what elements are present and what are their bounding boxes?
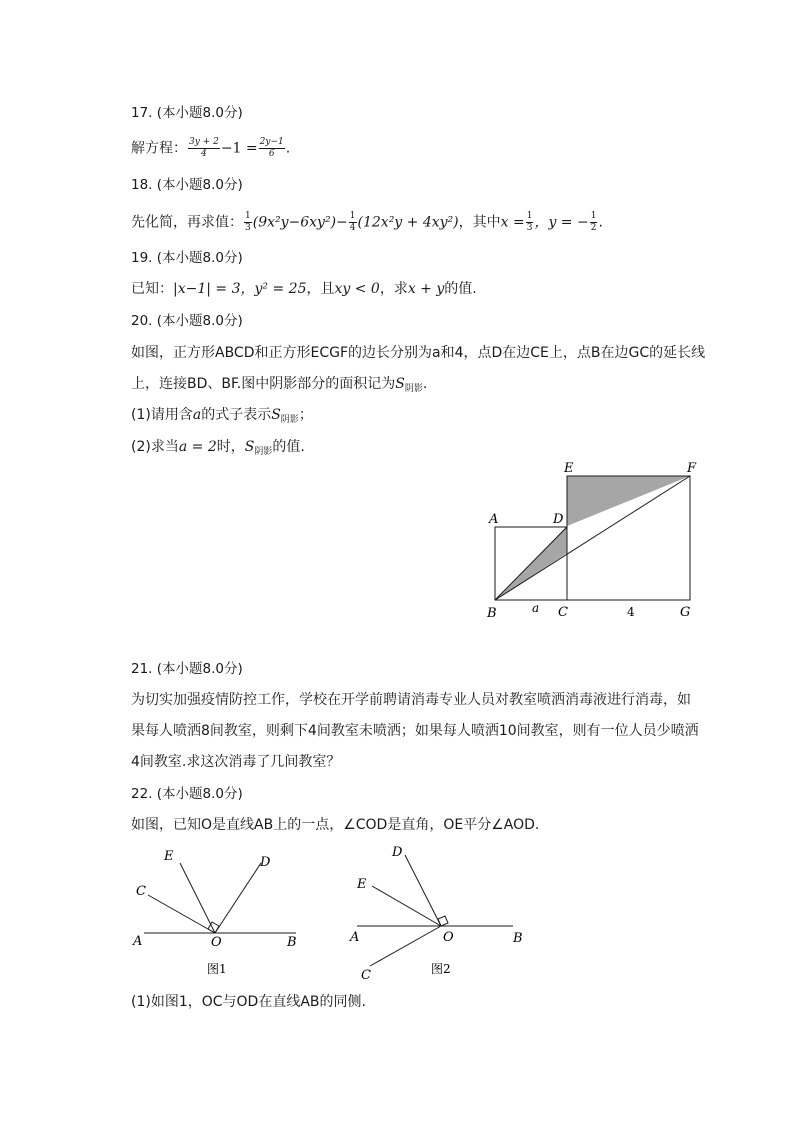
- label-C: C: [136, 884, 146, 899]
- label-D: D: [392, 845, 403, 860]
- q18-x-eq: x =: [500, 214, 525, 231]
- q22-figure-2: [345, 838, 535, 988]
- label-A: A: [133, 934, 143, 949]
- q22-figure-1: [128, 842, 308, 982]
- q18-prefix: 先化简，再求值：: [131, 214, 243, 231]
- q22-header: 22. (本小题8.0分): [131, 786, 243, 802]
- q18-fraction-2: $\frac{1}{4}$: [349, 211, 356, 233]
- q17-header: 17. (本小题8.0分): [131, 105, 243, 121]
- q20-part-1: (1)请用含a的式子表示$S_{阴影}$；: [131, 407, 313, 425]
- q22-part-1: (1)如图1，OC与OD在直线AB的同侧.: [131, 994, 366, 1010]
- q21-header: 21. (本小题8.0分): [131, 661, 243, 677]
- label-E: E: [564, 461, 574, 476]
- q20-part-2: (2)求当a = 2时，$S_{阴影}$的值.: [131, 439, 305, 457]
- caption-fig1: 图1: [207, 962, 227, 976]
- q17-prefix: 解方程：: [131, 140, 187, 157]
- q20-line-2: 上，连接BD、BF.图中阴影部分的面积记为$S_{阴影}$.: [131, 376, 428, 394]
- q20-square-figure: [480, 458, 700, 623]
- q17-equation: 解方程： $\frac{3y + 2}{4}$ −1 = $\frac{2y-1}{6}$ .: [131, 137, 291, 159]
- q18-y-eq: ，y = −: [534, 214, 589, 231]
- q18-expression: 先化简，再求值： $\frac{1}{3}$ (9x²y−6xy²)− $\frac{1}{4}$ (12x²y + 4xy²)，其中x = $\frac{1}{3}$ ，y = − $\frac{1}{2}$ .: [131, 211, 603, 233]
- label-C: C: [361, 968, 371, 983]
- label-D: D: [260, 855, 271, 870]
- label-E: E: [164, 849, 174, 864]
- shaded-region: [567, 476, 690, 526]
- q18-expr-2: (12x²y + 4xy²): [357, 214, 459, 231]
- q18-x-fraction: $\frac{1}{3}$: [526, 211, 533, 233]
- q19-abs: |x−1| = 3，y² = 25: [173, 281, 307, 297]
- q19-target: x + y: [407, 281, 445, 297]
- right-angle-mark: [438, 916, 448, 926]
- label-A: A: [350, 930, 360, 945]
- ray-oc: [370, 926, 441, 966]
- q18-expr-1: (9x²y−6xy²)−: [252, 214, 348, 231]
- q18-fraction-1: $\frac{1}{3}$: [245, 211, 251, 233]
- label-4: 4: [627, 605, 635, 619]
- q20-s-symbol: S: [395, 376, 405, 392]
- label-a: a: [532, 601, 540, 615]
- q20-line-1: 如图，正方形ABCD和正方形ECGF的边长分别为a和4，点D在边CE上，点B在边GC的延长线: [131, 345, 706, 361]
- label-B: B: [287, 935, 297, 950]
- segment-bd: [495, 527, 567, 600]
- q17-mid: −1 =: [220, 140, 258, 157]
- label-O: O: [443, 930, 454, 945]
- q22-line-1: 如图，已知O是直线AB上的一点，∠COD是直角，OE平分∠AOD.: [131, 817, 540, 833]
- q20-header: 20. (本小题8.0分): [131, 313, 243, 329]
- q19-header: 19. (本小题8.0分): [131, 250, 243, 266]
- label-D: D: [553, 512, 564, 527]
- q17-lhs-fraction: $\frac{3y + 2}{4}$: [189, 137, 219, 159]
- label-G: G: [680, 605, 691, 620]
- label-B: B: [487, 606, 497, 621]
- label-A: A: [489, 512, 499, 527]
- q18-header: 18. (本小题8.0分): [131, 177, 243, 193]
- q18-y-fraction: $\frac{1}{2}$: [590, 211, 597, 233]
- right-angle-mark: [208, 922, 219, 933]
- q21-line-2: 果每人喷洒8间教室，则剩下4间教室未喷洒；如果每人喷洒10间教室，则有一位人员少喷洒: [131, 723, 699, 739]
- q21-line-3: 4间教室.求这次消毒了几间教室？: [131, 754, 341, 770]
- q19-cond: xy < 0: [334, 281, 380, 297]
- q21-line-1: 为切实加强疫情防控工作，学校在开学前聘请消毒专业人员对教室喷洒消毒液进行消毒，如: [131, 692, 691, 708]
- q19-text: 已知：|x−1| = 3，y² = 25，且xy < 0，求x + y的值.: [131, 281, 477, 297]
- q17-rhs-fraction: $\frac{2y-1}{6}$: [259, 137, 284, 159]
- label-B: B: [513, 931, 523, 946]
- label-F: F: [687, 461, 697, 476]
- label-E: E: [357, 877, 367, 892]
- label-C: C: [558, 605, 568, 620]
- caption-fig2: 图2: [431, 962, 451, 976]
- ray-od: [215, 863, 261, 933]
- label-O: O: [211, 935, 222, 950]
